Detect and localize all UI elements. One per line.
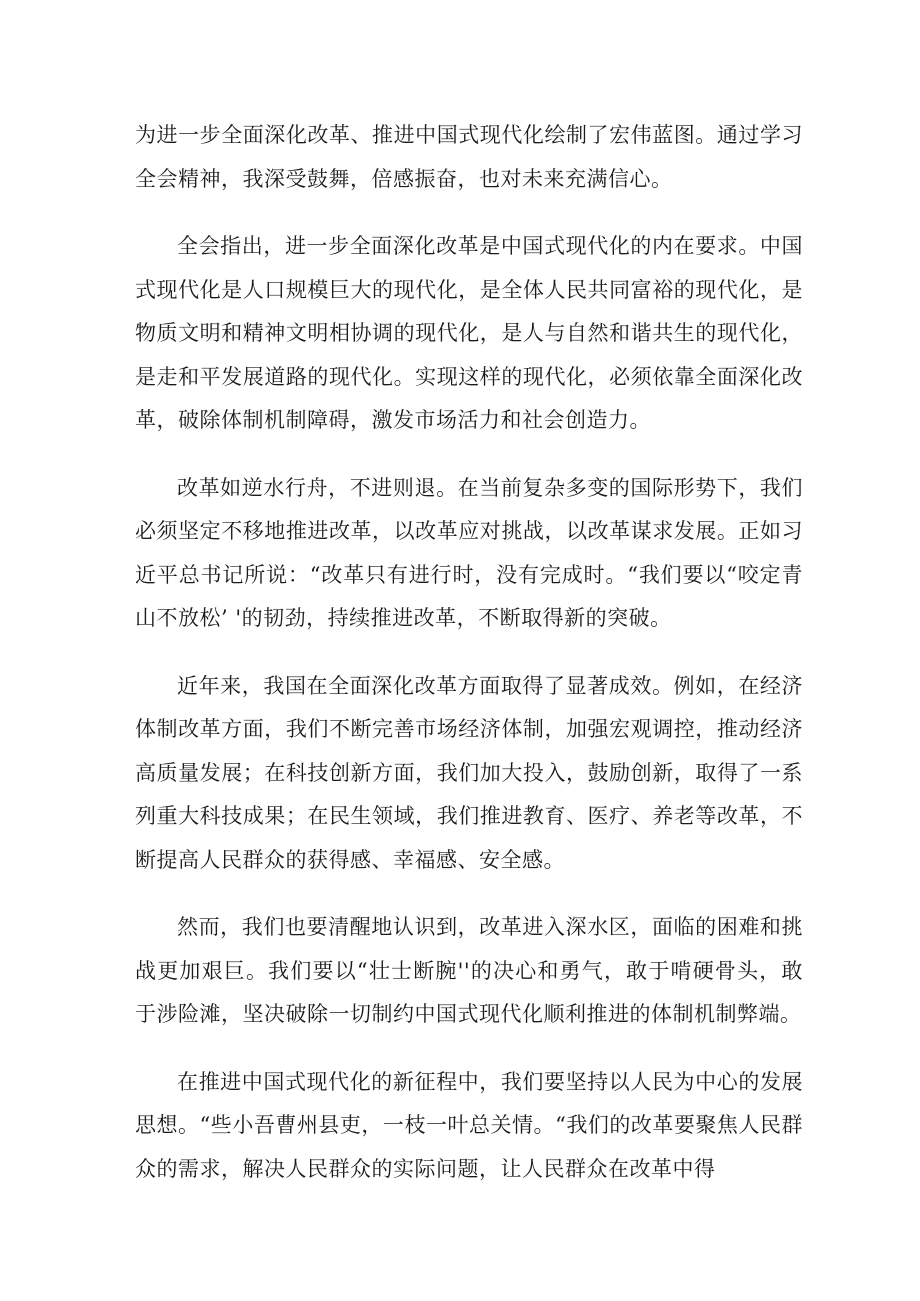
paragraph-5: 然而，我们也要清醒地认识到，改革进入深水区，面临的困难和挑战更加艰巨。我们要以“壮士断腕''的决心和勇气，敢于啃硬骨头，敢于涉险滩，坚决破除一切制约中国式现代化顺利推进的体制机制弊端。	[135, 915, 803, 1026]
paragraph-1: 为进一步全面深化改革、推进中国式现代化绘制了宏伟蓝图。通过学习全会精神，我深受鼓舞，倍感振奋，也对未来充满信心。	[135, 123, 803, 191]
document-body	[135, 114, 803, 1215]
paragraph-2: 全会指出，进一步全面深化改革是中国式现代化的内在要求。中国式现代化是人口规模巨大的现代化，是全体人民共同富裕的现代化，是物质文明和精神文明相协调的现代化，是人与自然和谐共生的现代化，是走和平发展道路的现代化。实现这样的现代化，必须依靠全面深化改革，破除体制机制障碍，激发市场活力和社会创造力。	[135, 234, 803, 432]
paragraph-6: 在推进中国式现代化的新征程中，我们要坚持以人民为中心的发展思想。“些小吾曹州县吏，一枝一叶总关情。“我们的改革要聚焦人民群众的需求，解决人民群众的实际问题，让人民群众在改革中得	[135, 1069, 803, 1181]
paragraph-4: 近年来，我国在全面深化改革方面取得了显著成效。例如，在经济体制改革方面，我们不断完善市场经济体制，加强宏观调控，推动经济高质量发展；在科技创新方面，我们加大投入，鼓励创新，取得了一系列重大科技成果；在民生领域，我们推进教育、医疗、养老等改革，不断提高人民群众的获得感、幸福感、安全感。	[135, 673, 803, 872]
paragraph-3: 改革如逆水行舟，不进则退。在当前复杂多变的国际形势下，我们必须坚定不移地推进改革，以改革应对挑战，以改革谋求发展。正如习近平总书记所说：“改革只有进行时，没有完成时。“我们要以“咬定青山不放松’ '的韧劲，持续推进改革，不断取得新的突破。	[135, 475, 803, 630]
